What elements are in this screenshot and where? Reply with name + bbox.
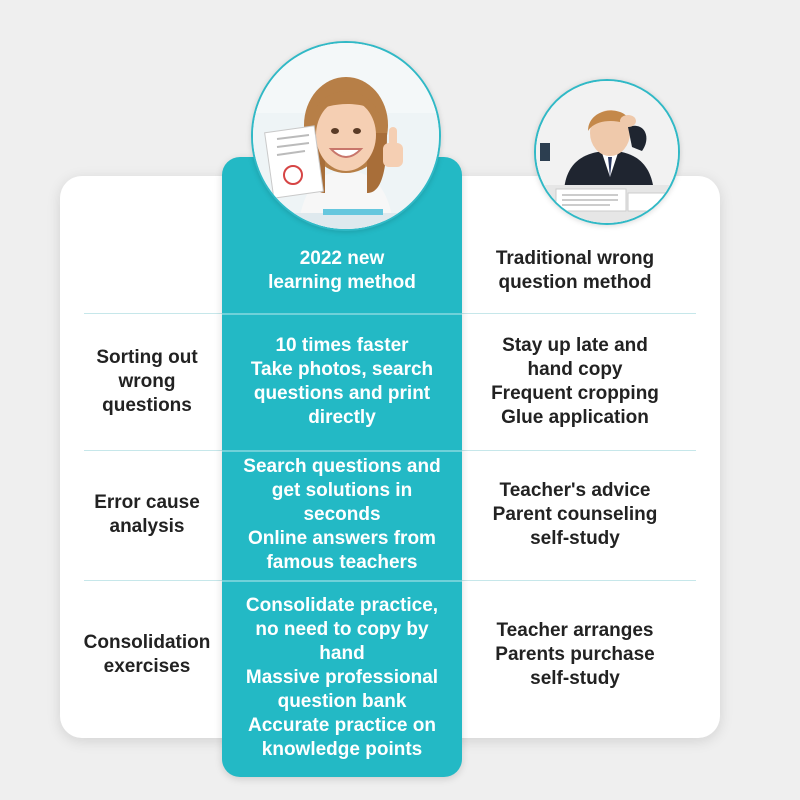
cell-line: Online answers from	[248, 528, 436, 549]
header-line: learning method	[268, 272, 416, 293]
label-line: analysis	[109, 516, 185, 537]
cell-line: knowledge points	[261, 739, 423, 760]
cell-line: get solutions in	[271, 480, 413, 501]
cell-line: Parent counseling	[492, 504, 658, 525]
column-divider	[222, 580, 462, 582]
label-line: questions	[102, 394, 192, 416]
header-line: Traditional wrong	[495, 248, 655, 269]
cell-line: Teacher arranges	[496, 620, 654, 641]
cell-line: self-study	[530, 528, 620, 549]
row-label-sorting	[72, 313, 222, 450]
cell-line: Massive professional	[245, 667, 439, 688]
cell-line: directly	[308, 406, 376, 428]
new-method-sorting	[222, 313, 462, 450]
cell-line: 10 times faster	[275, 334, 409, 356]
label-line: exercises	[103, 656, 191, 677]
label-line: Consolidation	[83, 632, 211, 653]
boy-photo-image	[536, 81, 678, 223]
cell-line: no need to copy by	[255, 619, 429, 640]
cell-line: Parents purchase	[495, 644, 655, 665]
cell-line: famous teachers	[266, 552, 418, 573]
cell-line: question bank	[277, 691, 407, 712]
traditional-error	[462, 450, 688, 580]
cell-line: questions and print	[253, 382, 431, 404]
cell-line: Stay up late and	[502, 334, 648, 356]
cell-line: Search questions and	[243, 456, 441, 477]
cell-line: Frequent cropping	[491, 382, 659, 404]
header-line: 2022 new	[299, 248, 385, 269]
new-method-error	[222, 450, 462, 580]
traditional-sorting	[462, 313, 688, 450]
boy-photo	[534, 79, 680, 225]
new-method-consolidation	[222, 590, 462, 766]
label-line: Error cause	[94, 492, 200, 513]
header-line: question method	[498, 272, 652, 293]
cell-line: Take photos, search	[250, 358, 434, 380]
cell-line: seconds	[303, 504, 381, 525]
traditional-consolidation	[462, 580, 688, 730]
girl-photo	[251, 41, 441, 231]
cell-line: hand	[319, 643, 365, 664]
label-line: Sorting out	[96, 346, 198, 368]
row-label-error	[72, 450, 222, 580]
cell-line: Accurate practice on	[248, 715, 436, 736]
traditional-header	[462, 236, 688, 306]
label-line: wrong	[118, 370, 176, 392]
cell-line: self-study	[530, 668, 620, 689]
cell-line: Teacher's advice	[499, 480, 651, 501]
cell-line: Consolidate practice,	[245, 595, 439, 616]
row-label-consolidation	[72, 580, 222, 730]
cell-line: Glue application	[501, 406, 649, 428]
cell-line: hand copy	[527, 358, 623, 380]
girl-photo-image	[253, 43, 439, 229]
new-method-header	[222, 236, 462, 306]
